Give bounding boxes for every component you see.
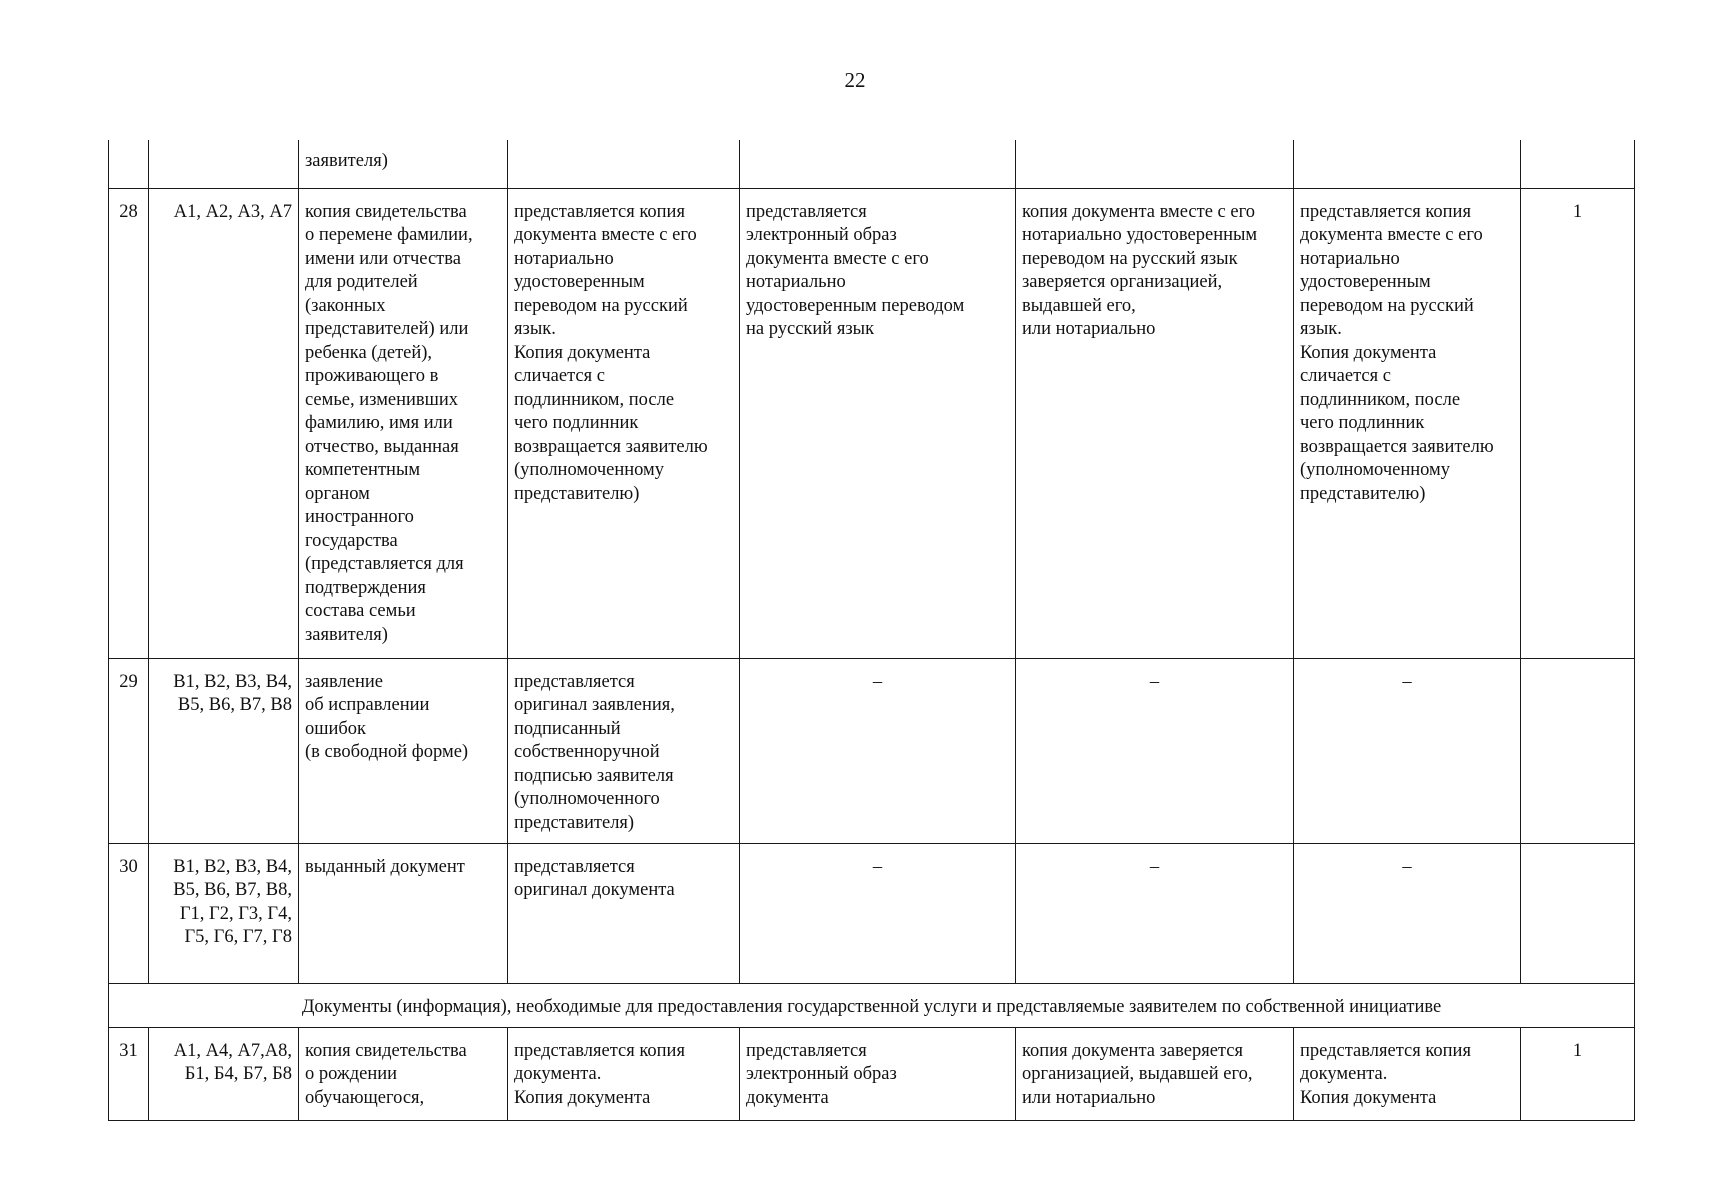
applicant-codes-cell xyxy=(149,140,299,188)
document-name-cell: выданный документ xyxy=(299,843,508,983)
post-submission-cell xyxy=(1294,140,1521,188)
in-person-submission-cell: представляется копия документа вместе с его нотариально удостоверенным переводом на русский язык. Копия документа сличается с подлинником, после чего подлинник возвращается заявителю (уполномоченному представителю) xyxy=(508,188,740,658)
row-number-cell: 31 xyxy=(109,1027,149,1120)
in-person-submission-cell: представляется оригинал документа xyxy=(508,843,740,983)
applicant-codes-cell: А1, А2, А3, А7 xyxy=(149,188,299,658)
applicant-codes-cell: А1, А4, А7,А8, Б1, Б4, Б7, Б8 xyxy=(149,1027,299,1120)
table-row-28 xyxy=(109,188,1635,658)
document-name-cell: копия свидетельства о рождении обучающегося, xyxy=(299,1027,508,1120)
row-number-cell: 29 xyxy=(109,658,149,843)
count-cell: 1 xyxy=(1521,1027,1635,1120)
electronic-submission-cell: – xyxy=(740,658,1016,843)
count-cell: 1 xyxy=(1521,188,1635,658)
section-header: Документы (информация), необходимые для предоставления государственной услуги и представляемые заявителем по собственной инициативе xyxy=(109,983,1635,1027)
document-name-cell: заявителя) xyxy=(299,140,508,188)
count-cell xyxy=(1521,658,1635,843)
documents-table xyxy=(108,140,1635,1121)
row-number-cell xyxy=(109,140,149,188)
document-name-cell: заявление об исправлении ошибок (в свободной форме) xyxy=(299,658,508,843)
certification-cell: копия документа заверяется организацией, выдавшей его, или нотариально xyxy=(1016,1027,1294,1120)
applicant-codes-cell: В1, В2, В3, В4, В5, В6, В7, В8 xyxy=(149,658,299,843)
certification-cell: копия документа вместе с его нотариально удостоверенным переводом на русский язык заверяется организацией, выдавшей его, или нотариально xyxy=(1016,188,1294,658)
electronic-submission-cell xyxy=(740,140,1016,188)
post-submission-cell: – xyxy=(1294,843,1521,983)
post-submission-cell: представляется копия документа вместе с его нотариально удостоверенным переводом на русский язык. Копия документа сличается с подлинником, после чего подлинник возвращается заявителю (уполномоченному представителю) xyxy=(1294,188,1521,658)
post-submission-cell: представляется копия документа. Копия документа xyxy=(1294,1027,1521,1120)
certification-cell: – xyxy=(1016,843,1294,983)
row-number-cell: 28 xyxy=(109,188,149,658)
document-name-cell: копия свидетельства о перемене фамилии, имени или отчества для родителей (законных представителей) или ребенка (детей), проживающего в семье, изменивших фамилию, имя или отчество, выданная компетентным органом иностранного государства (представляется для подтверждения состава семьи заявителя) xyxy=(299,188,508,658)
in-person-submission-cell: представляется копия документа. Копия документа xyxy=(508,1027,740,1120)
certification-cell xyxy=(1016,140,1294,188)
table-row-29 xyxy=(109,658,1635,843)
certification-cell: – xyxy=(1016,658,1294,843)
count-cell xyxy=(1521,843,1635,983)
electronic-submission-cell: – xyxy=(740,843,1016,983)
table-row-continuation xyxy=(109,140,1635,188)
electronic-submission-cell: представляется электронный образ документа вместе с его нотариально удостоверенным переводом на русский язык xyxy=(740,188,1016,658)
count-cell xyxy=(1521,140,1635,188)
electronic-submission-cell: представляется электронный образ документа xyxy=(740,1027,1016,1120)
page-number: 22 xyxy=(844,68,866,92)
section-header-row xyxy=(109,983,1635,1027)
post-submission-cell: – xyxy=(1294,658,1521,843)
in-person-submission-cell xyxy=(508,140,740,188)
table-row-31 xyxy=(109,1027,1635,1120)
table-row-30 xyxy=(109,843,1635,983)
applicant-codes-cell: В1, В2, В3, В4, В5, В6, В7, В8, Г1, Г2, Г3, Г4, Г5, Г6, Г7, Г8 xyxy=(149,843,299,983)
in-person-submission-cell: представляется оригинал заявления, подписанный собственноручной подписью заявителя (уполномоченного представителя) xyxy=(508,658,740,843)
row-number-cell: 30 xyxy=(109,843,149,983)
